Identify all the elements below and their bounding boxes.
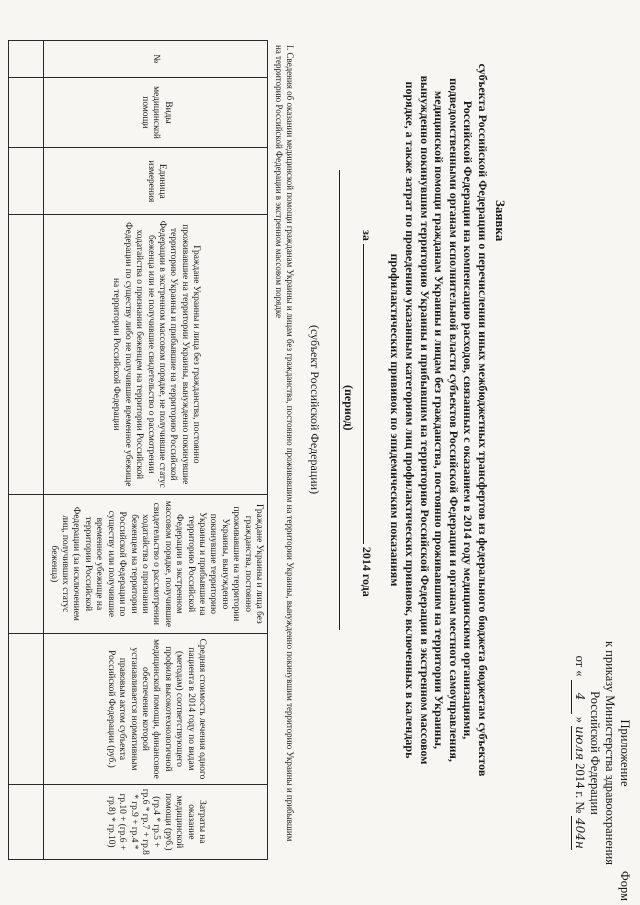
appendix-date-line bbox=[571, 641, 587, 865]
date-month: июля bbox=[573, 726, 587, 761]
header-no-status: Граждане Украины и лица без гражданства, постоянно проживавшие на территории Украины, вынужденно покинувшие территорию Украины и прибывшие на территорию Российской Федерации в экстренном массовом порядке, не получившие статус беженца или не получившие свидетельство о рассмотрении ходатайства о признании беженцем на территории Российской Федерации по существу либо не получившие временное убежище на территории Российской Федерации bbox=[44, 215, 268, 494]
period-blank bbox=[363, 244, 364, 544]
table-row bbox=[9, 41, 44, 860]
period-suffix: 2014 года bbox=[360, 546, 374, 597]
cell bbox=[9, 215, 44, 494]
subject-label: (субъект Российской Федерации) bbox=[308, 325, 322, 495]
period-label: (период) bbox=[342, 385, 356, 431]
header-average-cost: Средняя стоимость лечения одного пациента в 2014 году по видам (методам) соответствующего профиля высокотехнологичной медицинской помощи, финансовое обеспечение которой устанавливается нормативным правовым актом субъекта Российской Федерации (руб.) bbox=[44, 634, 268, 784]
table-header-row bbox=[44, 41, 268, 860]
cell bbox=[9, 784, 44, 859]
period-line bbox=[359, 230, 374, 597]
appendix-block bbox=[571, 641, 632, 865]
period-prefix: за bbox=[360, 230, 374, 241]
order-number: 404н bbox=[573, 818, 587, 849]
header-no: № bbox=[44, 41, 268, 78]
date-year: 2014 г. № bbox=[573, 763, 587, 814]
cell bbox=[9, 494, 44, 634]
subject-blank bbox=[339, 170, 340, 630]
cell bbox=[9, 77, 44, 148]
date-prefix: от « bbox=[573, 655, 587, 677]
date-mid: » bbox=[573, 716, 587, 723]
header-unit: Единица измерения bbox=[44, 148, 268, 215]
cell bbox=[9, 148, 44, 215]
header-with-certificate: Граждане Украины и лица без гражданства, постоянно проживавшие на территории Украины, вынужденно покинувшие территорию Украины и прибывшие на территорию Российской Федерации в экстренном массовом порядке, получившие свидетельство о рассмотрении ходатайства о признании беженцем на территории Российской Федерации по существу или получившие временное убежище на территории Российской Федерации (за исключением лиц, получивших статус беженца) bbox=[44, 494, 268, 634]
header-expenses: Затраты на оказание медицинской помощи (руб.) (гр.4 * гр.5 + гр.6 * гр.7 + гр.8 * гр.9 + гр.4 * гр.10 + (гр.6 + гр.8) * гр.10) bbox=[44, 784, 268, 859]
header-kind: Виды медицинской помощи bbox=[44, 77, 268, 148]
date-day: 4 bbox=[571, 680, 587, 714]
cell bbox=[9, 41, 44, 78]
cell bbox=[9, 634, 44, 784]
form-label: Форм bbox=[618, 870, 632, 901]
document-title-body: субъекта Российской Федерации о перечислении иных межбюджетных трансфертов из федерального бюджета бюджетам субъектов Российской Федерации на компенсацию расходов, связанных с оказанием в 2014 году медицинскими организациями, подведомственными органам исполнительной власти субъектов Российской Федерации и органам местного самоуправления, медицинской помощи гражданам Украины и лицам без гражданства, постоянно проживавшим на территории Украины, вынужденно покинувшим территорию Украины и прибывшим на территорию Российской Федерации в экстренном массовом порядке, а также затрат по проведению указанным категориям лиц профилактических прививок, включенных в календарь профилактических прививок по эпидемическим показаниям bbox=[388, 63, 490, 777]
data-table bbox=[8, 40, 268, 860]
appendix-line-2: к приказу Министерства здравоохранения bbox=[603, 640, 617, 865]
document-title: Заявка bbox=[493, 200, 508, 242]
appendix-line-1: Приложение bbox=[618, 719, 632, 787]
section-title: I. Сведения об оказании медицинской помощи гражданам Украины и лицам без гражданства, постоянно проживавшим на территории Украины, вынужденно покинувшим территорию Украины и прибывшим на территорию Российской Федерации в экстренном массовом порядке bbox=[274, 45, 295, 842]
appendix-line-3: Российской Федерации bbox=[588, 691, 602, 815]
